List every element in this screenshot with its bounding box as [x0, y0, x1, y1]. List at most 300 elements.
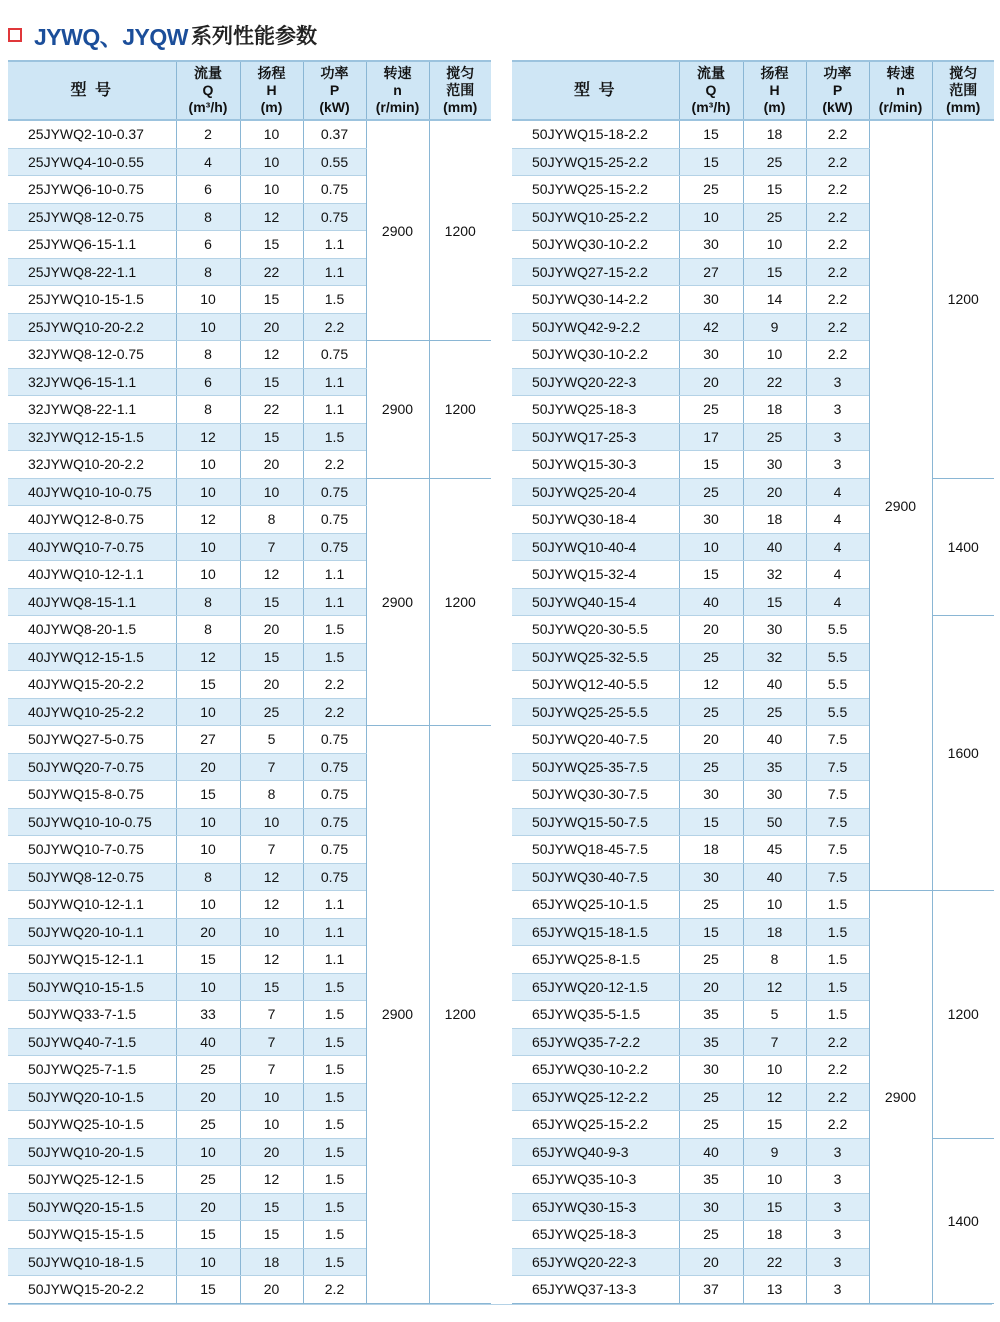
title-series: JYWQ、JYQW	[34, 23, 188, 50]
cell-power: 2.2	[806, 341, 869, 369]
cell-power: 1.5	[303, 1193, 366, 1221]
header-model: 型 号	[8, 61, 176, 120]
cell-flow: 4	[176, 148, 240, 176]
cell-flow: 20	[679, 973, 743, 1001]
header-flow	[679, 61, 743, 120]
cell-range-group: 1400	[932, 1138, 994, 1303]
cell-power: 0.75	[303, 506, 366, 534]
cell-range-group: 1200	[429, 478, 491, 726]
cell-model: 50JYWQ40-7-1.5	[8, 1028, 176, 1056]
cell-model: 40JYWQ12-15-1.5	[8, 643, 176, 671]
cell-head: 10	[743, 341, 806, 369]
cell-flow: 35	[679, 1166, 743, 1194]
spec-table-left	[8, 60, 491, 1304]
cell-flow: 15	[176, 1221, 240, 1249]
cell-power: 5.5	[806, 671, 869, 699]
cell-power: 0.75	[303, 863, 366, 891]
cell-model: 50JYWQ25-7-1.5	[8, 1056, 176, 1084]
cell-model: 50JYWQ20-30-5.5	[512, 616, 679, 644]
cell-head: 12	[240, 561, 303, 589]
cell-flow: 30	[679, 286, 743, 314]
cell-power: 1.5	[806, 891, 869, 919]
cell-flow: 15	[679, 561, 743, 589]
cell-head: 22	[743, 1248, 806, 1276]
cell-power: 4	[806, 478, 869, 506]
cell-power: 4	[806, 533, 869, 561]
cell-flow: 10	[679, 533, 743, 561]
header-speed	[869, 61, 932, 120]
cell-power: 0.75	[303, 781, 366, 809]
header-row	[512, 61, 994, 120]
cell-head: 40	[743, 863, 806, 891]
header-head-line: (m)	[260, 99, 283, 115]
cell-model: 40JYWQ12-8-0.75	[8, 506, 176, 534]
cell-power: 3	[806, 1221, 869, 1249]
cell-flow: 10	[176, 533, 240, 561]
cell-head: 50	[743, 808, 806, 836]
cell-flow: 20	[679, 368, 743, 396]
cell-flow: 30	[679, 1056, 743, 1084]
cell-power: 1.5	[806, 946, 869, 974]
cell-flow: 2	[176, 120, 240, 148]
cell-head: 15	[240, 588, 303, 616]
cell-head: 8	[743, 946, 806, 974]
cell-flow: 25	[176, 1111, 240, 1139]
cell-model: 50JYWQ25-15-2.2	[512, 176, 679, 204]
cell-model: 50JYWQ15-20-2.2	[8, 1276, 176, 1304]
cell-model: 40JYWQ15-20-2.2	[8, 671, 176, 699]
cell-model: 50JYWQ10-25-2.2	[512, 203, 679, 231]
cell-model: 65JYWQ35-5-1.5	[512, 1001, 679, 1029]
cell-speed-group: 2900	[366, 478, 429, 726]
cell-model: 50JYWQ15-18-2.2	[512, 120, 679, 148]
cell-head: 12	[240, 946, 303, 974]
cell-head: 15	[743, 588, 806, 616]
header-flow-line: (m³/h)	[188, 99, 228, 115]
cell-power: 1.5	[806, 973, 869, 1001]
cell-power: 5.5	[806, 698, 869, 726]
cell-power: 1.5	[303, 1138, 366, 1166]
cell-head: 22	[743, 368, 806, 396]
cell-head: 9	[743, 1138, 806, 1166]
cell-head: 10	[240, 1111, 303, 1139]
header-power	[806, 61, 869, 120]
cell-head: 12	[240, 863, 303, 891]
cell-flow: 10	[176, 1138, 240, 1166]
cell-power: 0.55	[303, 148, 366, 176]
cell-model: 40JYWQ10-25-2.2	[8, 698, 176, 726]
cell-head: 5	[743, 1001, 806, 1029]
cell-power: 0.75	[303, 478, 366, 506]
cell-power: 0.37	[303, 120, 366, 148]
cell-head: 20	[240, 451, 303, 479]
cell-power: 1.1	[303, 946, 366, 974]
cell-model: 40JYWQ8-15-1.1	[8, 588, 176, 616]
cell-model: 65JYWQ15-18-1.5	[512, 918, 679, 946]
cell-head: 15	[240, 1221, 303, 1249]
cell-model: 25JYWQ8-22-1.1	[8, 258, 176, 286]
cell-head: 10	[240, 808, 303, 836]
cell-head: 30	[743, 781, 806, 809]
cell-model: 25JYWQ6-10-0.75	[8, 176, 176, 204]
table-row	[8, 120, 491, 148]
cell-model: 50JYWQ17-25-3	[512, 423, 679, 451]
table-row	[512, 891, 994, 919]
cell-flow: 15	[176, 1276, 240, 1304]
cell-flow: 25	[679, 1221, 743, 1249]
cell-head: 10	[240, 918, 303, 946]
cell-head: 22	[240, 396, 303, 424]
cell-head: 10	[743, 1166, 806, 1194]
cell-flow: 20	[176, 918, 240, 946]
cell-power: 2.2	[806, 1111, 869, 1139]
header-head-line: 扬程	[760, 65, 789, 81]
cell-model: 25JYWQ10-15-1.5	[8, 286, 176, 314]
cell-head: 10	[743, 891, 806, 919]
cell-power: 7.5	[806, 726, 869, 754]
title-description: 系列性能参数	[190, 25, 317, 48]
cell-power: 0.75	[303, 836, 366, 864]
cell-model: 50JYWQ20-7-0.75	[8, 753, 176, 781]
cell-flow: 12	[176, 506, 240, 534]
cell-flow: 8	[176, 616, 240, 644]
cell-head: 7	[240, 1056, 303, 1084]
cell-power: 3	[806, 1166, 869, 1194]
header-range	[429, 61, 491, 120]
cell-head: 7	[240, 753, 303, 781]
cell-model: 50JYWQ15-50-7.5	[512, 808, 679, 836]
cell-head: 32	[743, 643, 806, 671]
cell-model: 50JYWQ8-12-0.75	[8, 863, 176, 891]
cell-model: 50JYWQ15-8-0.75	[8, 781, 176, 809]
cell-model: 65JYWQ35-10-3	[512, 1166, 679, 1194]
cell-head: 8	[240, 781, 303, 809]
cell-power: 2.2	[303, 451, 366, 479]
cell-flow: 10	[176, 836, 240, 864]
cell-model: 65JYWQ30-10-2.2	[512, 1056, 679, 1084]
cell-power: 1.5	[806, 918, 869, 946]
cell-head: 15	[240, 286, 303, 314]
cell-model: 50JYWQ30-30-7.5	[512, 781, 679, 809]
footer-rule	[8, 1304, 992, 1305]
cell-power: 0.75	[303, 341, 366, 369]
header-speed	[366, 61, 429, 120]
header-range-line: 搅匀	[949, 65, 978, 81]
header-range-line: 范围	[949, 82, 978, 98]
cell-power: 3	[806, 396, 869, 424]
cell-head: 7	[240, 533, 303, 561]
cell-head: 18	[743, 918, 806, 946]
cell-model: 32JYWQ8-22-1.1	[8, 396, 176, 424]
cell-flow: 15	[679, 148, 743, 176]
cell-flow: 27	[176, 726, 240, 754]
cell-power: 1.5	[303, 286, 366, 314]
header-flow-line: Q	[705, 82, 717, 98]
cell-head: 10	[743, 1056, 806, 1084]
cell-model: 50JYWQ20-40-7.5	[512, 726, 679, 754]
cell-power: 7.5	[806, 836, 869, 864]
cell-flow: 25	[176, 1166, 240, 1194]
cell-power: 3	[806, 368, 869, 396]
header-head-line: 扬程	[257, 65, 286, 81]
cell-model: 50JYWQ15-25-2.2	[512, 148, 679, 176]
cell-power: 3	[806, 1248, 869, 1276]
cell-flow: 25	[679, 891, 743, 919]
cell-model: 65JYWQ35-7-2.2	[512, 1028, 679, 1056]
cell-model: 25JYWQ4-10-0.55	[8, 148, 176, 176]
cell-head: 7	[240, 1001, 303, 1029]
cell-flow: 20	[176, 1083, 240, 1111]
cell-flow: 15	[679, 120, 743, 148]
cell-head: 10	[240, 176, 303, 204]
cell-power: 0.75	[303, 203, 366, 231]
cell-flow: 25	[679, 1111, 743, 1139]
checkbox-square-icon	[8, 28, 22, 42]
cell-flow: 25	[679, 176, 743, 204]
cell-head: 5	[240, 726, 303, 754]
cell-head: 15	[240, 231, 303, 259]
cell-model: 32JYWQ6-15-1.1	[8, 368, 176, 396]
table-row	[8, 726, 491, 754]
cell-head: 32	[743, 561, 806, 589]
cell-power: 1.5	[303, 616, 366, 644]
cell-power: 2.2	[806, 176, 869, 204]
cell-model: 40JYWQ8-20-1.5	[8, 616, 176, 644]
cell-power: 2.2	[806, 1028, 869, 1056]
header-range-line: (mm)	[946, 99, 981, 115]
cell-head: 12	[240, 891, 303, 919]
cell-flow: 25	[679, 1083, 743, 1111]
header-flow-line: (m³/h)	[691, 99, 731, 115]
cell-model: 50JYWQ15-15-1.5	[8, 1221, 176, 1249]
cell-model: 50JYWQ15-30-3	[512, 451, 679, 479]
cell-flow: 40	[679, 1138, 743, 1166]
cell-flow: 25	[679, 396, 743, 424]
cell-power: 1.1	[303, 891, 366, 919]
cell-power: 2.2	[806, 231, 869, 259]
header-power-line: P	[329, 82, 340, 98]
cell-flow: 15	[679, 451, 743, 479]
header-power-line: (kW)	[319, 99, 350, 115]
cell-power: 2.2	[806, 148, 869, 176]
header-flow-line: 流量	[194, 65, 222, 81]
cell-flow: 20	[679, 1248, 743, 1276]
cell-model: 25JYWQ10-20-2.2	[8, 313, 176, 341]
cell-head: 15	[240, 423, 303, 451]
cell-power: 0.75	[303, 726, 366, 754]
cell-head: 15	[743, 176, 806, 204]
cell-flow: 25	[679, 753, 743, 781]
cell-flow: 35	[679, 1001, 743, 1029]
cell-flow: 27	[679, 258, 743, 286]
cell-power: 1.1	[303, 561, 366, 589]
cell-power: 1.5	[303, 1028, 366, 1056]
cell-range-group: 1200	[429, 120, 491, 341]
cell-head: 9	[743, 313, 806, 341]
cell-model: 50JYWQ10-20-1.5	[8, 1138, 176, 1166]
cell-head: 20	[240, 671, 303, 699]
header-speed-line: n	[896, 82, 905, 98]
cell-flow: 15	[176, 781, 240, 809]
cell-model: 50JYWQ18-45-7.5	[512, 836, 679, 864]
cell-model: 50JYWQ10-15-1.5	[8, 973, 176, 1001]
cell-flow: 15	[176, 946, 240, 974]
cell-model: 50JYWQ10-40-4	[512, 533, 679, 561]
cell-head: 15	[240, 1193, 303, 1221]
cell-head: 18	[743, 120, 806, 148]
cell-head: 15	[743, 1111, 806, 1139]
cell-head: 7	[743, 1028, 806, 1056]
cell-flow: 6	[176, 231, 240, 259]
cell-model: 25JYWQ6-15-1.1	[8, 231, 176, 259]
cell-power: 1.1	[303, 231, 366, 259]
cell-model: 50JYWQ25-10-1.5	[8, 1111, 176, 1139]
cell-flow: 8	[176, 396, 240, 424]
header-speed-line: (r/min)	[375, 99, 420, 115]
cell-model: 40JYWQ10-12-1.1	[8, 561, 176, 589]
cell-flow: 10	[176, 561, 240, 589]
header-head	[743, 61, 806, 120]
cell-model: 50JYWQ25-25-5.5	[512, 698, 679, 726]
cell-head: 25	[743, 148, 806, 176]
cell-head: 22	[240, 258, 303, 286]
cell-flow: 10	[176, 286, 240, 314]
cell-power: 7.5	[806, 863, 869, 891]
cell-head: 30	[743, 451, 806, 479]
cell-model: 50JYWQ10-10-0.75	[8, 808, 176, 836]
cell-power: 0.75	[303, 533, 366, 561]
cell-model: 40JYWQ10-10-0.75	[8, 478, 176, 506]
cell-model: 65JYWQ25-18-3	[512, 1221, 679, 1249]
cell-power: 2.2	[806, 203, 869, 231]
cell-flow: 15	[176, 671, 240, 699]
cell-flow: 25	[679, 643, 743, 671]
cell-power: 2.2	[806, 1056, 869, 1084]
cell-power: 7.5	[806, 808, 869, 836]
header-head-line: H	[266, 82, 277, 98]
cell-power: 3	[806, 423, 869, 451]
header-power-line: (kW)	[822, 99, 853, 115]
table-row	[8, 478, 491, 506]
cell-model: 50JYWQ30-18-4	[512, 506, 679, 534]
cell-flow: 30	[679, 781, 743, 809]
cell-head: 7	[240, 836, 303, 864]
cell-range-group: 1200	[429, 726, 491, 1304]
header-head	[240, 61, 303, 120]
cell-power: 0.75	[303, 176, 366, 204]
cell-flow: 12	[176, 643, 240, 671]
cell-model: 50JYWQ20-10-1.5	[8, 1083, 176, 1111]
cell-flow: 25	[679, 946, 743, 974]
cell-power: 1.5	[303, 1001, 366, 1029]
cell-head: 18	[743, 1221, 806, 1249]
cell-model: 50JYWQ10-18-1.5	[8, 1248, 176, 1276]
cell-model: 65JYWQ40-9-3	[512, 1138, 679, 1166]
cell-flow: 30	[679, 231, 743, 259]
cell-power: 2.2	[806, 313, 869, 341]
cell-range-group: 1200	[932, 891, 994, 1139]
cell-model: 65JYWQ30-15-3	[512, 1193, 679, 1221]
cell-flow: 33	[176, 1001, 240, 1029]
cell-flow: 20	[176, 753, 240, 781]
cell-range-group: 1200	[429, 341, 491, 479]
cell-head: 40	[743, 726, 806, 754]
cell-power: 5.5	[806, 616, 869, 644]
header-range	[932, 61, 994, 120]
header-range-line: 搅匀	[446, 65, 475, 81]
cell-power: 4	[806, 588, 869, 616]
cell-head: 12	[240, 203, 303, 231]
cell-model: 50JYWQ20-15-1.5	[8, 1193, 176, 1221]
cell-head: 10	[743, 231, 806, 259]
cell-model: 50JYWQ25-18-3	[512, 396, 679, 424]
cell-head: 12	[240, 1166, 303, 1194]
cell-model: 50JYWQ15-12-1.1	[8, 946, 176, 974]
header-speed-line: 转速	[886, 65, 915, 81]
cell-head: 15	[240, 368, 303, 396]
cell-model: 50JYWQ25-20-4	[512, 478, 679, 506]
cell-model: 50JYWQ40-15-4	[512, 588, 679, 616]
cell-flow: 6	[176, 176, 240, 204]
cell-head: 20	[240, 1138, 303, 1166]
cell-model: 50JYWQ25-32-5.5	[512, 643, 679, 671]
cell-head: 40	[743, 671, 806, 699]
cell-range-group: 1400	[932, 478, 994, 616]
cell-flow: 25	[176, 1056, 240, 1084]
cell-head: 10	[240, 148, 303, 176]
header-power	[303, 61, 366, 120]
cell-head: 18	[743, 506, 806, 534]
cell-flow: 17	[679, 423, 743, 451]
cell-power: 2.2	[806, 1083, 869, 1111]
cell-power: 1.5	[303, 1083, 366, 1111]
cell-power: 3	[806, 451, 869, 479]
section-title	[8, 18, 317, 52]
cell-power: 7.5	[806, 753, 869, 781]
cell-model: 50JYWQ10-7-0.75	[8, 836, 176, 864]
cell-power: 2.2	[303, 1276, 366, 1304]
cell-power: 3	[806, 1193, 869, 1221]
header-flow-line: 流量	[697, 65, 725, 81]
cell-power: 1.1	[303, 396, 366, 424]
cell-head: 12	[743, 973, 806, 1001]
cell-flow: 10	[176, 973, 240, 1001]
cell-flow: 8	[176, 863, 240, 891]
cell-head: 20	[240, 616, 303, 644]
cell-model: 50JYWQ25-35-7.5	[512, 753, 679, 781]
cell-speed-group: 2900	[869, 120, 932, 891]
cell-power: 4	[806, 506, 869, 534]
cell-model: 50JYWQ30-14-2.2	[512, 286, 679, 314]
cell-model: 50JYWQ33-7-1.5	[8, 1001, 176, 1029]
cell-head: 12	[743, 1083, 806, 1111]
cell-power: 2.2	[806, 258, 869, 286]
cell-power: 1.5	[303, 1111, 366, 1139]
cell-flow: 12	[679, 671, 743, 699]
cell-head: 7	[240, 1028, 303, 1056]
cell-model: 50JYWQ20-22-3	[512, 368, 679, 396]
cell-model: 32JYWQ8-12-0.75	[8, 341, 176, 369]
cell-flow: 30	[679, 341, 743, 369]
header-range-line: 范围	[446, 82, 475, 98]
cell-head: 14	[743, 286, 806, 314]
cell-power: 3	[806, 1276, 869, 1304]
header-range-line: (mm)	[443, 99, 478, 115]
header-speed-line: 转速	[383, 65, 412, 81]
cell-model: 65JYWQ20-12-1.5	[512, 973, 679, 1001]
cell-flow: 8	[176, 341, 240, 369]
cell-power: 2.2	[806, 120, 869, 148]
